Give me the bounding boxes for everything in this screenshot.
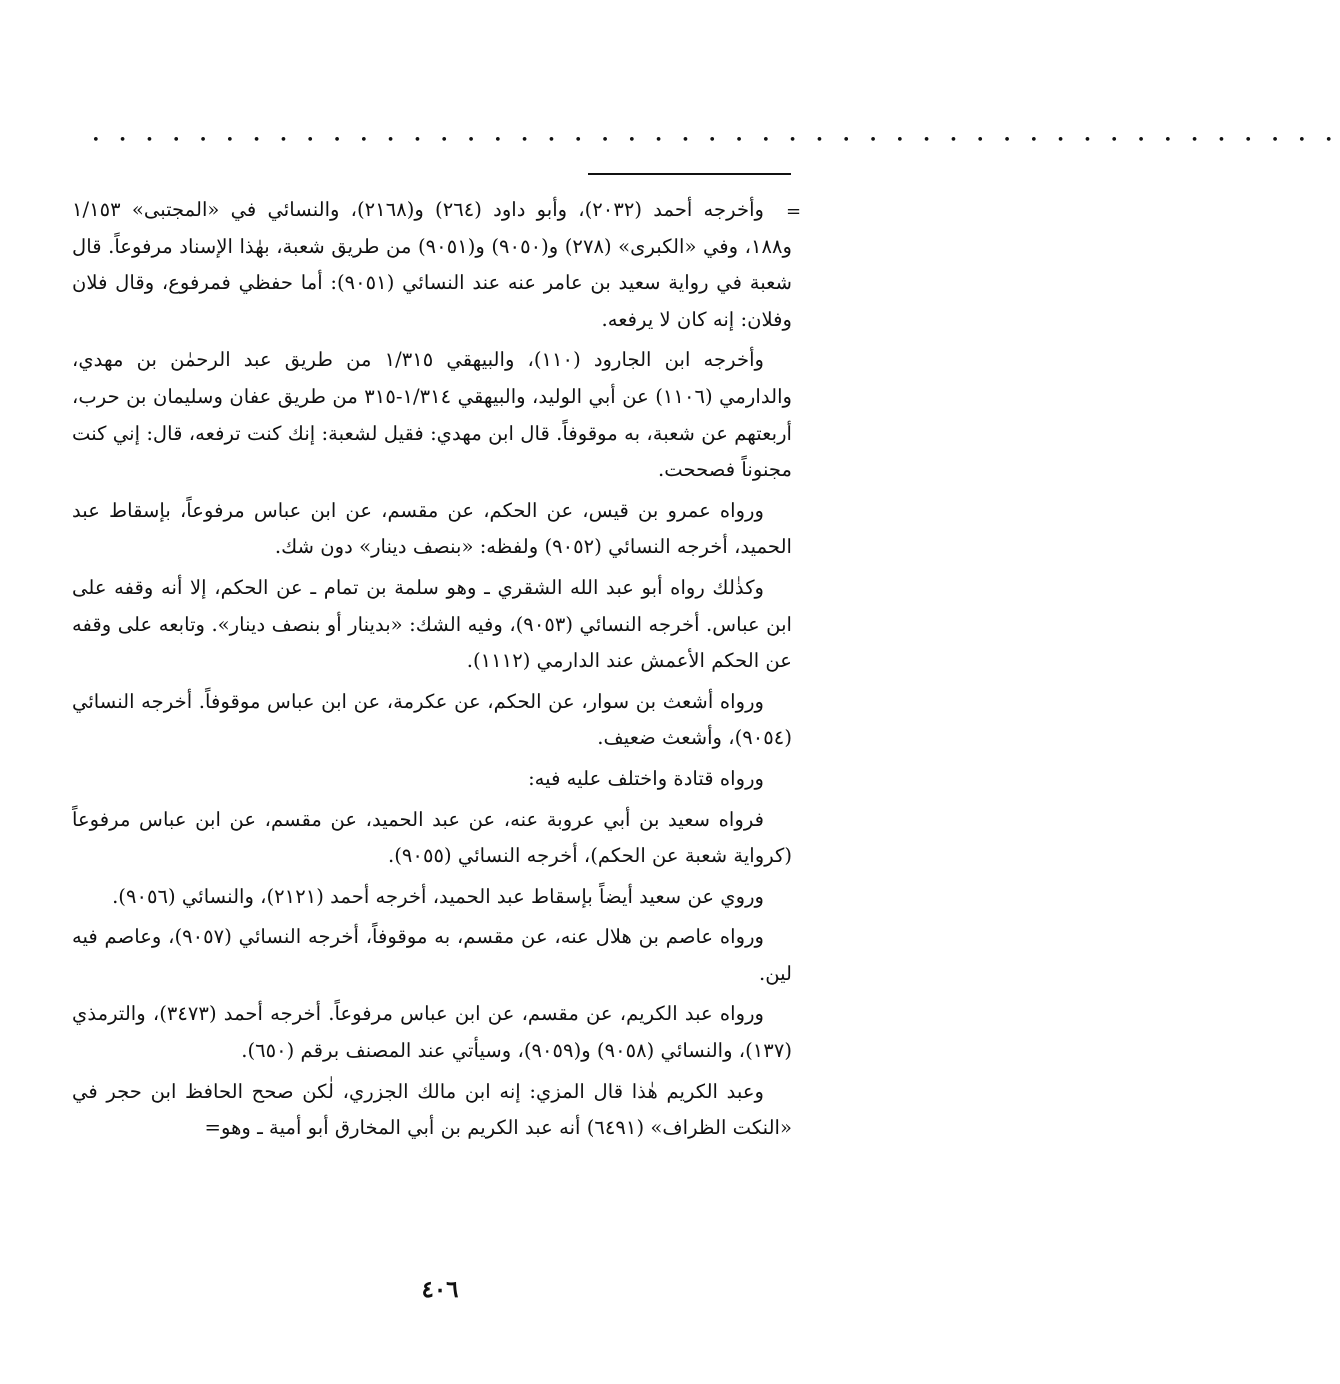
paragraph: وروي عن سعيد أيضاً بإسقاط عبد الحميد، أخرجه أحمد (٢١٢١)، والنسائي (٩٠٥٦). [112, 884, 764, 908]
paragraph: ورواه عاصم بن هلال عنه، عن مقسم، به موقوفاً، أخرجه النسائي (٩٠٥٧)، وعاصم فيه لين. [72, 925, 792, 985]
separator-dots: • • • • • • • • • • • • • • • • • • • • • • • • • • • • • • • • • • • • • • • • • • • • • • • [92, 133, 1340, 148]
paragraph: ورواه أشعث بن سوار، عن الحكم، عن عكرمة، عن ابن عباس موقوفاً. أخرجه النسائي (٩٠٥٤)، وأشعث ضعيف. [72, 689, 792, 750]
continuation-mark: = [786, 201, 802, 222]
paragraph: ورواه عبد الكريم، عن مقسم، عن ابن عباس مرفوعاً. أخرجه أحمد (٣٤٧٣)، والترمذي (١٣٧)، والنسائي (٩٠٥٨) و(٩٠٥٩)، وسيأتي عند المصنف برقم (٦٥٠). [72, 1002, 792, 1063]
paragraph: وأخرجه ابن الجارود (١١٠)، والبيهقي ١/٣١٥ من طريق عبد الرحمٰن بن مهدي، والدارمي (١١٠٦) عن أبي الوليد، والبيهقي ١/٣١٤-٣١٥ من طريق عفان وسليمان بن حرب، أربعتهم عن شعبة، به موقوفاً. قال ابن مهدي: فقيل لشعبة: إنك كنت ترفعه، قال: إني كنت مجنوناً فصححت. [72, 348, 792, 482]
paragraph: وعبد الكريم هٰذا قال المزي: إنه ابن مالك الجزري، لٰكن صحح الحافظ ابن حجر في «النكت الظراف» (٦٤٩١) أنه عبد الكريم بن أبي المخارق أبو أمية ـ وهو= [72, 1079, 792, 1140]
page-number: ٤٠٦ [421, 1276, 459, 1303]
footnote-text [72, 192, 792, 1290]
paragraph: ورواه عمرو بن قيس، عن الحكم، عن مقسم، عن ابن عباس مرفوعاً، بإسقاط عبد الحميد، أخرجه النسائي (٩٠٥٢) ولفظه: «بنصف دينار» دون شك. [72, 498, 792, 559]
paragraph: فرواه سعيد بن أبي عروبة عنه، عن عبد الحميد، عن مقسم، عن ابن عباس مرفوعاً (كرواية شعبة عن الحكم)، أخرجه النسائي (٩٠٥٥). [72, 807, 792, 868]
paragraph: وكذٰلك رواه أبو عبد الله الشقري ـ وهو سلمة بن تمام ـ عن الحكم، إلا أنه وقفه على ابن عباس. أخرجه النسائي (٩٠٥٣)، وفيه الشك: «بدينار أو بنصف دينار». وتابعه على وقفه عن الحكم الأعمش عند الدارمي (١١١٢). [72, 575, 792, 673]
paragraph: ورواه قتادة واختلف عليه فيه: [528, 766, 764, 790]
footnote-rule [588, 173, 791, 175]
paragraph: وأخرجه أحمد (٢٠٣٢)، وأبو داود (٢٦٤) و(٢١٦٨)، والنسائي في «المجتبى» ١/١٥٣ و١٨٨، وفي «الكبرى» (٢٧٨) و(٩٠٥٠) و(٩٠٥١) من طريق شعبة، بهٰذا الإسناد مرفوعاً. قال شعبة في رواية سعيد بن عامر عنه عند النسائي (٩٠٥١): أما حفظي فمرفوع، وقال فلان وفلان: إنه كان لا يرفعه. [72, 198, 793, 331]
